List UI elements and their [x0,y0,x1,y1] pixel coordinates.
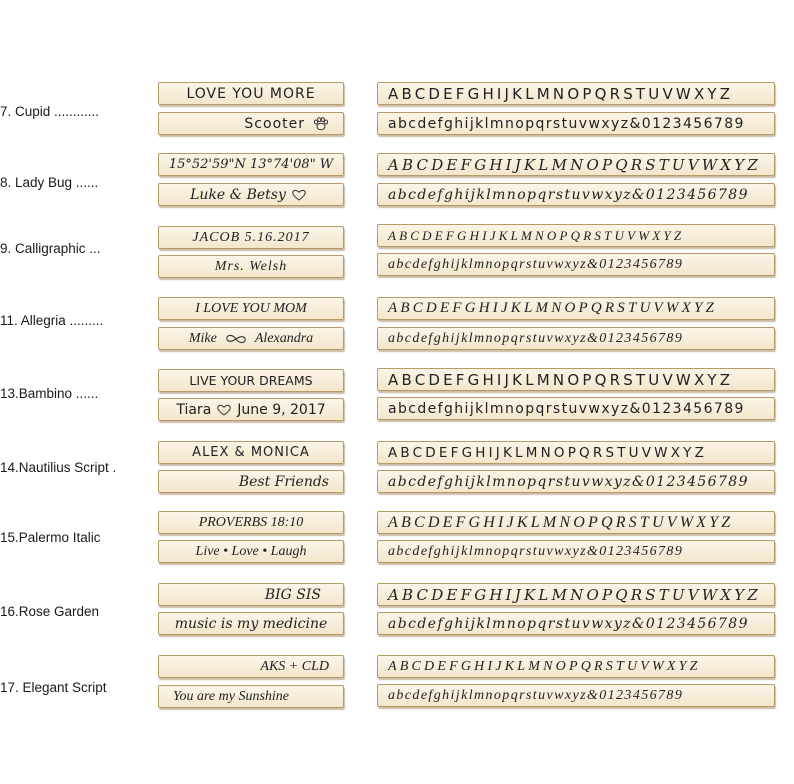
alphabet-text: abcdefghijklmnopqrstuvwxyz&0123456789 [388,400,745,417]
alphabet-lower-bambino [377,397,775,420]
sample-text: BIG SIS [264,586,321,603]
alphabet-upper-rose-garden [377,583,775,606]
alphabet-text: ABCDEFGHIJKLMNOPQRSTUVWXYZ [388,227,685,243]
alphabet-text: ABCDEFGHIJKLMNOPQRSTUVWXYZ [388,444,708,461]
alphabet-text: ABCDEFGHIJKLMNOPQRSTUVWXYZ [388,300,718,316]
sample-text: I LOVE YOU MOM [195,300,307,316]
sample-text: You are my Sunshine [173,688,290,704]
alphabet-lower-rose-garden [377,612,775,635]
alphabet-upper-elegant [377,655,775,678]
sample-bar-bambino-1 [158,369,344,392]
alphabet-upper-bambino [377,368,775,391]
alphabet-text: ABCDEFGHIJKLMNOPQRSTUVWXYZ [388,155,762,174]
sample-text: LOVE YOU MORE [186,85,316,102]
alphabet-text: abcdefghijklmnopqrstuvwxyz&0123456789 [388,256,684,272]
alphabet-lower-palermo [377,540,775,563]
sample-text: Mike [188,330,217,346]
sample-text: JACOB 5.16.2017 [192,229,310,245]
sample-text: Luke & Betsy [190,186,286,203]
sample-bar-elegant-1 [158,655,344,678]
sample-text: Best Friends [238,473,329,490]
sample-bar-bambino-2 [158,398,344,421]
heart-icon [217,404,231,416]
alphabet-text: ABCDEFGHIJKLMNOPQRSTUVWXYZ [388,658,701,674]
paw-icon [313,117,329,131]
style-label-allegria: 11. Allegria ......... [0,313,104,328]
sample-bar-lady-bug-2 [158,183,344,206]
alphabet-lower-nautilius [377,470,775,493]
sample-text: Scooter [244,115,305,132]
alphabet-text: abcdefghijklmnopqrstuvwxyz&0123456789 [388,186,749,203]
style-label-palermo-italic: 15.Palermo Italic [0,530,101,545]
alphabet-lower-lady-bug [377,183,775,206]
sample-text: Tiara [176,401,212,418]
alphabet-lower-cupid [377,112,775,135]
sample-text: Alexandra [254,330,314,346]
style-label-rose-garden: 16.Rose Garden [0,604,100,619]
sample-bar-nautilius-1 [158,441,344,464]
alphabet-upper-calligraphic [377,224,775,247]
alphabet-upper-lady-bug [377,153,775,176]
style-label-elegant-script: 17. Elegant Script [0,680,107,695]
sample-text: June 9, 2017 [237,401,326,418]
sample-bar-elegant-2 [158,685,344,708]
sample-text: Live • Love • Laugh [195,543,307,559]
infinity-icon [225,333,247,345]
sample-bar-allegria-1 [158,297,344,320]
sample-bar-calligraphic-1 [158,226,344,249]
alphabet-upper-allegria [377,297,775,320]
sample-text: ALEX & MONICA [192,445,310,460]
sample-bar-lady-bug-1 [158,153,344,176]
sample-bar-rose-garden-1 [158,583,344,606]
sample-bar-nautilius-2 [158,470,344,493]
sample-text: 15°52'59"N 13°74'08" W [168,157,334,172]
sample-bar-allegria-2 [158,327,344,350]
sample-text: AKS + CLD [260,658,329,674]
alphabet-text: ABCDEFGHIJKLMNOPQRSTUVWXYZ [388,370,734,389]
sample-text: Mrs. Welsh [214,258,288,274]
alphabet-upper-palermo [377,511,775,534]
sample-bar-rose-garden-2 [158,612,344,635]
sample-bar-palermo-1 [158,511,344,534]
alphabet-text: abcdefghijklmnopqrstuvwxyz&0123456789 [388,687,684,703]
sample-bar-cupid-1 [158,82,344,105]
alphabet-upper-nautilius [377,441,775,464]
alphabet-text: abcdefghijklmnopqrstuvwxyz&0123456789 [388,115,745,132]
heart-icon [292,189,306,201]
alphabet-lower-elegant [377,684,775,707]
style-label-cupid: 7. Cupid ............ [0,104,100,119]
alphabet-text: abcdefghijklmnopqrstuvwxyz&0123456789 [388,615,749,632]
style-label-lady-bug: 8. Lady Bug ...... [0,175,99,190]
style-label-bambino: 13.Bambino ...... [0,386,99,401]
alphabet-text: ABCDEFGHIJKLMNOPQRSTUVWXYZ [388,585,762,604]
style-label-calligraphic: 9. Calligraphic ... [0,241,101,256]
alphabet-text: abcdefghijklmnopqrstuvwxyz&0123456789 [388,473,749,490]
style-label-nautilius-script: 14.Nautilius Script . [0,460,117,475]
alphabet-text: ABCDEFGHIJKLMNOPQRSTUVWXYZ [388,513,734,531]
alphabet-text: abcdefghijklmnopqrstuvwxyz&0123456789 [388,330,684,346]
sample-text: music is my medicine [174,615,328,632]
sample-bar-calligraphic-2 [158,255,344,278]
alphabet-upper-cupid [377,82,775,105]
sample-text: LIVE YOUR DREAMS [189,373,313,388]
sample-text: PROVERBS 18:10 [198,514,304,530]
alphabet-text: abcdefghijklmnopqrstuvwxyz&0123456789 [388,543,684,559]
alphabet-lower-calligraphic [377,253,775,276]
sample-bar-cupid-2 [158,112,344,135]
sample-bar-palermo-2 [158,540,344,563]
alphabet-lower-allegria [377,327,775,350]
alphabet-text: ABCDEFGHIJKLMNOPQRSTUVWXYZ [388,84,734,103]
